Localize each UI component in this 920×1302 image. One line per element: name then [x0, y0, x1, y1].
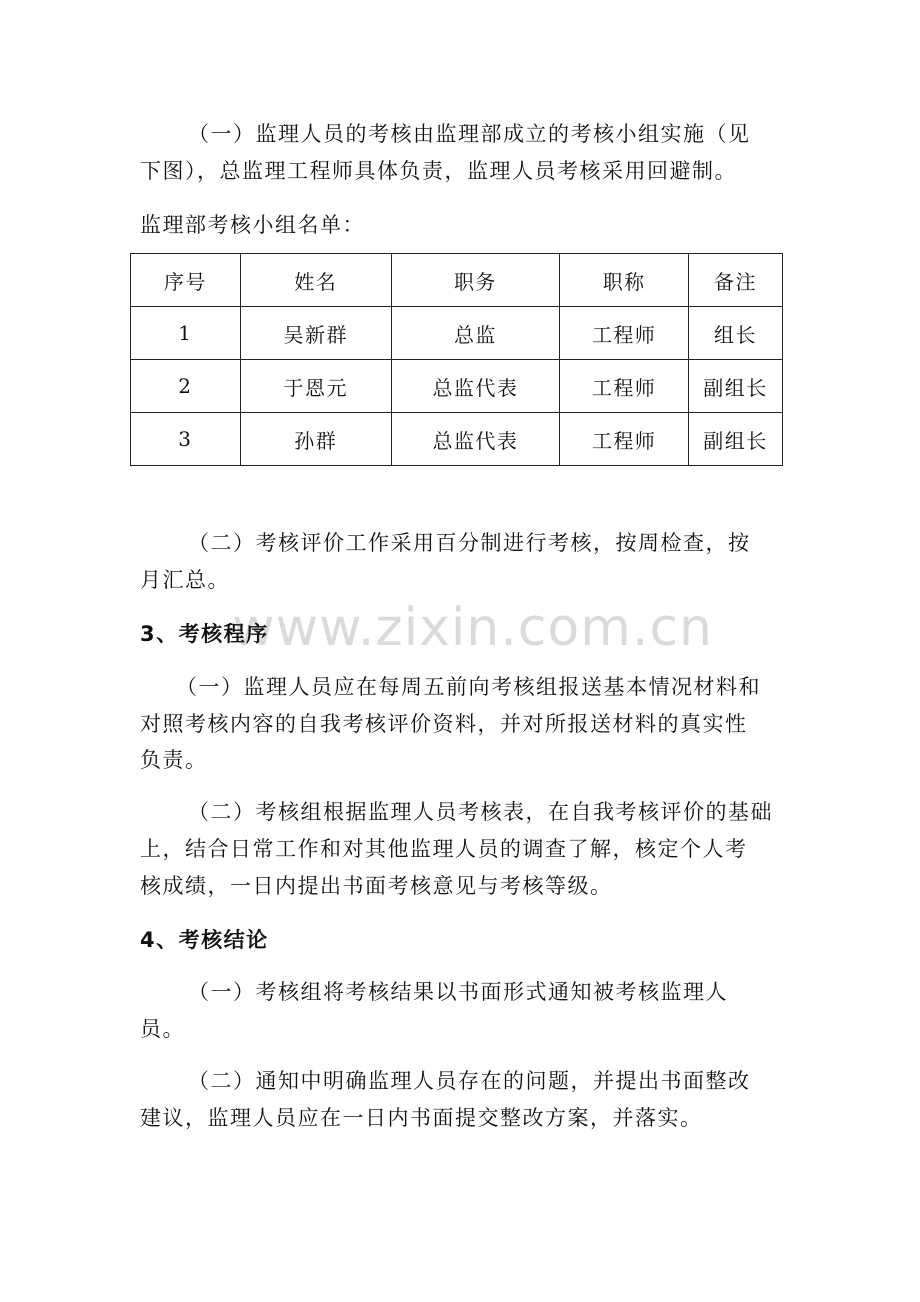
section4-p2-line1: （二）通知中明确监理人员存在的问题，并提出书面整改 — [188, 1069, 751, 1093]
para2-line2: 月汇总。 — [140, 568, 230, 592]
table-cell: 于恩元 — [240, 360, 391, 413]
table-cell: 总监代表 — [391, 360, 560, 413]
header-cell: 备注 — [689, 254, 783, 307]
table-row — [131, 360, 783, 413]
watermark: www.zixin.com.cn — [232, 598, 713, 658]
table-cell: 孙群 — [240, 413, 391, 466]
section3-heading: 3、考核程序 — [140, 622, 269, 646]
section4-p2-line2: 建议，监理人员应在一日内书面提交整改方案，并落实。 — [140, 1106, 703, 1130]
table-row — [131, 307, 783, 360]
table-cell: 工程师 — [560, 360, 689, 413]
header-cell: 职称 — [560, 254, 689, 307]
table-row — [131, 413, 783, 466]
table-cell: 吴新群 — [240, 307, 391, 360]
header-cell: 姓名 — [240, 254, 391, 307]
section3-p2-line2: 上，结合日常工作和对其他监理人员的调查了解，核定个人考 — [140, 837, 748, 861]
table-cell: 总监代表 — [391, 413, 560, 466]
section4-heading: 4、考核结论 — [140, 928, 269, 952]
section3-p1-line1: （一）监理人员应在每周五前向考核组报送基本情况材料和 — [176, 675, 761, 699]
section3-p2-line1: （二）考核组根据监理人员考核表，在自我考核评价的基础 — [188, 800, 773, 824]
table-cell: 工程师 — [560, 413, 689, 466]
table-cell: 1 — [131, 307, 241, 360]
section3-p1-line2: 对照考核内容的自我考核评价资料，并对所报送材料的真实性 — [140, 712, 748, 736]
section4-p1-line1: （一）考核组将考核结果以书面形式通知被考核监理人 — [188, 980, 728, 1004]
table-cell: 3 — [131, 413, 241, 466]
members-list-caption: 监理部考核小组名单： — [140, 213, 365, 237]
section4-p1-line2: 员。 — [140, 1017, 185, 1041]
header-cell: 职务 — [391, 254, 560, 307]
table-cell: 2 — [131, 360, 241, 413]
table-cell: 总监 — [391, 307, 560, 360]
section3-p2-line3: 核成绩，一日内提出书面考核意见与考核等级。 — [140, 874, 613, 898]
para1-line1: （一）监理人员的考核由监理部成立的考核小组实施（见 — [188, 122, 751, 146]
section3-p1-line3: 负责。 — [140, 748, 208, 772]
table-header-row — [131, 254, 783, 307]
header-cell: 序号 — [131, 254, 241, 307]
para2-line1: （二）考核评价工作采用百分制进行考核，按周检查，按 — [188, 531, 751, 555]
members-table — [130, 253, 783, 466]
table-cell: 工程师 — [560, 307, 689, 360]
table-cell: 副组长 — [689, 360, 783, 413]
table-cell: 副组长 — [689, 413, 783, 466]
para1-line2: 下图），总监理工程师具体负责，监理人员考核采用回避制。 — [140, 159, 737, 183]
table-cell: 组长 — [689, 307, 783, 360]
